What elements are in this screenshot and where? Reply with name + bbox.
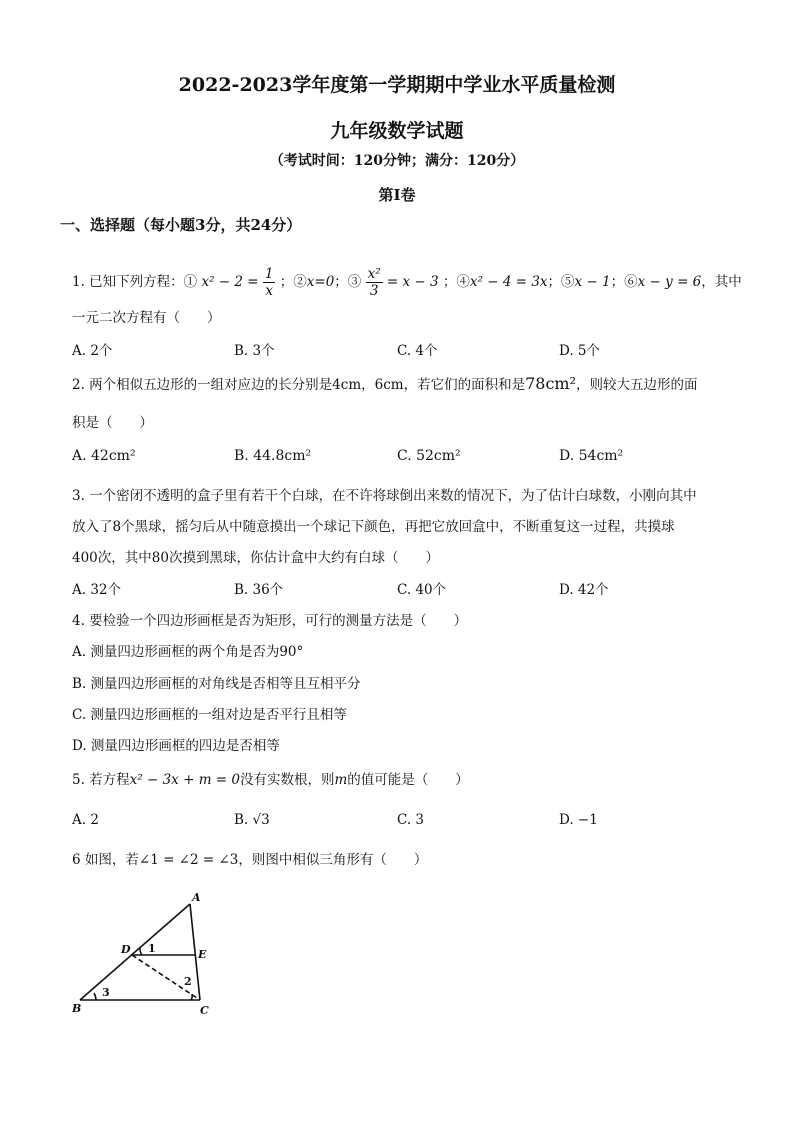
q1-option-c: C. 4个 xyxy=(397,343,438,359)
q4-option-d: D. 测量四边形画框的四边是否相等 xyxy=(72,738,280,754)
q3-option-c: C. 40个 xyxy=(397,582,447,598)
q2-option-c: C. 52cm² xyxy=(397,448,461,464)
volume-label: 第I卷 xyxy=(378,186,416,204)
question-3-line-1: 3. 一个密闭不透明的盒子里有若干个白球，在不许将球倒出来数的情况下，为了估计白球数，小刚向其中 xyxy=(72,488,697,504)
question-1-line-1 xyxy=(72,266,742,299)
exam-subtitle: 九年级数学试题 xyxy=(330,120,464,142)
label-a: A xyxy=(192,891,201,904)
question-3-line-3: 400次，其中80次摸到黑球，你估计盒中大约有白球（ ） xyxy=(72,550,439,566)
angle-1-arc xyxy=(140,948,142,955)
question-5-line-1 xyxy=(72,768,469,788)
q1-option-b: B. 3个 xyxy=(234,343,275,359)
q1-eq6: x − y = 6 xyxy=(637,274,702,290)
q1-option-a: A. 2个 xyxy=(72,343,113,359)
question-2-line-2: 积是（ ） xyxy=(72,415,153,431)
q1-eq1-fraction xyxy=(263,266,276,299)
q1-eq4: x² − 4 = 3x xyxy=(469,274,548,290)
q5-equation: x² − 3x + m = 0 xyxy=(129,772,240,788)
q5-prefix: 5. 若方程 xyxy=(72,772,130,788)
q1-prefix: 1. 已知下列方程：① xyxy=(72,274,198,290)
q5-mid: 没有实数根，则 xyxy=(239,772,335,788)
label-e: E xyxy=(198,948,207,961)
q2-option-a: A. 42cm² xyxy=(72,448,136,464)
triangle-figure xyxy=(72,890,222,1020)
q1-sep4: ；④ xyxy=(442,274,470,290)
q2-area-sum: 78cm² xyxy=(525,374,576,393)
q1-sep3: ；③ xyxy=(334,274,362,290)
exam-title: 2022-2023学年度第一学期期中学业水平质量检测 xyxy=(178,74,616,96)
q3-option-b: B. 36个 xyxy=(234,582,284,598)
q2-line1-a: 2. 两个相似五边形的一组对应边的长分别是4cm，6cm，若它们的面积和是 xyxy=(72,377,526,393)
q1-eq2: x=0 xyxy=(306,274,335,290)
label-angle-3: 3 xyxy=(102,986,110,999)
label-angle-1: 1 xyxy=(148,942,156,955)
q1-eq3-den: 3 xyxy=(369,283,379,299)
question-6-line-1: 6 如图，若∠1 = ∠2 = ∠3，则图中相似三角形有（ ） xyxy=(72,852,428,868)
q1-option-d: D. 5个 xyxy=(559,343,601,359)
q1-sep2: ；② xyxy=(279,274,307,290)
label-c: C xyxy=(200,1004,209,1017)
q2-option-b: B. 44.8cm² xyxy=(234,448,312,464)
q5-option-c: C. 3 xyxy=(397,812,425,828)
q3-option-a: A. 32个 xyxy=(72,582,122,598)
question-3-line-2: 放入了8个黑球，摇匀后从中随意摸出一个球记下颜色，再把它放回盒中，不断重复这一过程，共摸球 xyxy=(72,519,675,535)
q1-sep5: ；⑤ xyxy=(547,274,575,290)
question-4-line-1: 4. 要检验一个四边形画框是否为矩形，可行的测量方法是（ ） xyxy=(72,613,468,629)
q2-line1-c: ，则较大五边形的面 xyxy=(575,377,698,393)
angle-3-arc xyxy=(94,993,96,1000)
side-ba xyxy=(80,904,190,1000)
q1-eq5: x − 1 xyxy=(574,274,611,290)
q4-option-c: C. 测量四边形画框的一组对边是否平行且相等 xyxy=(72,707,347,723)
q5-var: m xyxy=(334,772,348,788)
q1-eq1-left: x² − 2 = xyxy=(201,274,259,290)
section-title: 一、选择题（每小题3分，共24分） xyxy=(60,216,302,234)
q2-option-d: D. 54cm² xyxy=(559,448,624,464)
q1-eq3-right: = x − 3 xyxy=(386,274,439,290)
question-1-line-2: 一元二次方程有（ ） xyxy=(72,310,221,326)
q4-option-a: A. 测量四边形画框的两个角是否为90° xyxy=(72,644,304,660)
q4-option-b: B. 测量四边形画框的对角线是否相等且互相平分 xyxy=(72,676,361,692)
q1-sep6: ；⑥ xyxy=(610,274,638,290)
label-angle-2: 2 xyxy=(184,975,192,988)
q1-eq1-den: x xyxy=(265,283,273,299)
label-d: D xyxy=(121,943,131,956)
q5-option-b: B. √3 xyxy=(234,812,270,828)
angle-2-arc xyxy=(191,994,192,1000)
q1-eq3-num: x² xyxy=(367,266,381,282)
q1-eq3-fraction xyxy=(366,266,383,299)
q5-option-d: D. −1 xyxy=(559,812,598,828)
label-b: B xyxy=(72,1002,82,1015)
q1-eq1-num: 1 xyxy=(264,266,274,282)
q1-suffix: ，其中 xyxy=(701,274,742,290)
q3-option-d: D. 42个 xyxy=(559,582,609,598)
question-2-line-1 xyxy=(72,373,697,393)
q5-suffix: 的值可能是（ ） xyxy=(347,772,469,788)
exam-info: （考试时间：120分钟；满分：120分） xyxy=(269,153,525,169)
q5-option-a: A. 2 xyxy=(72,812,99,828)
